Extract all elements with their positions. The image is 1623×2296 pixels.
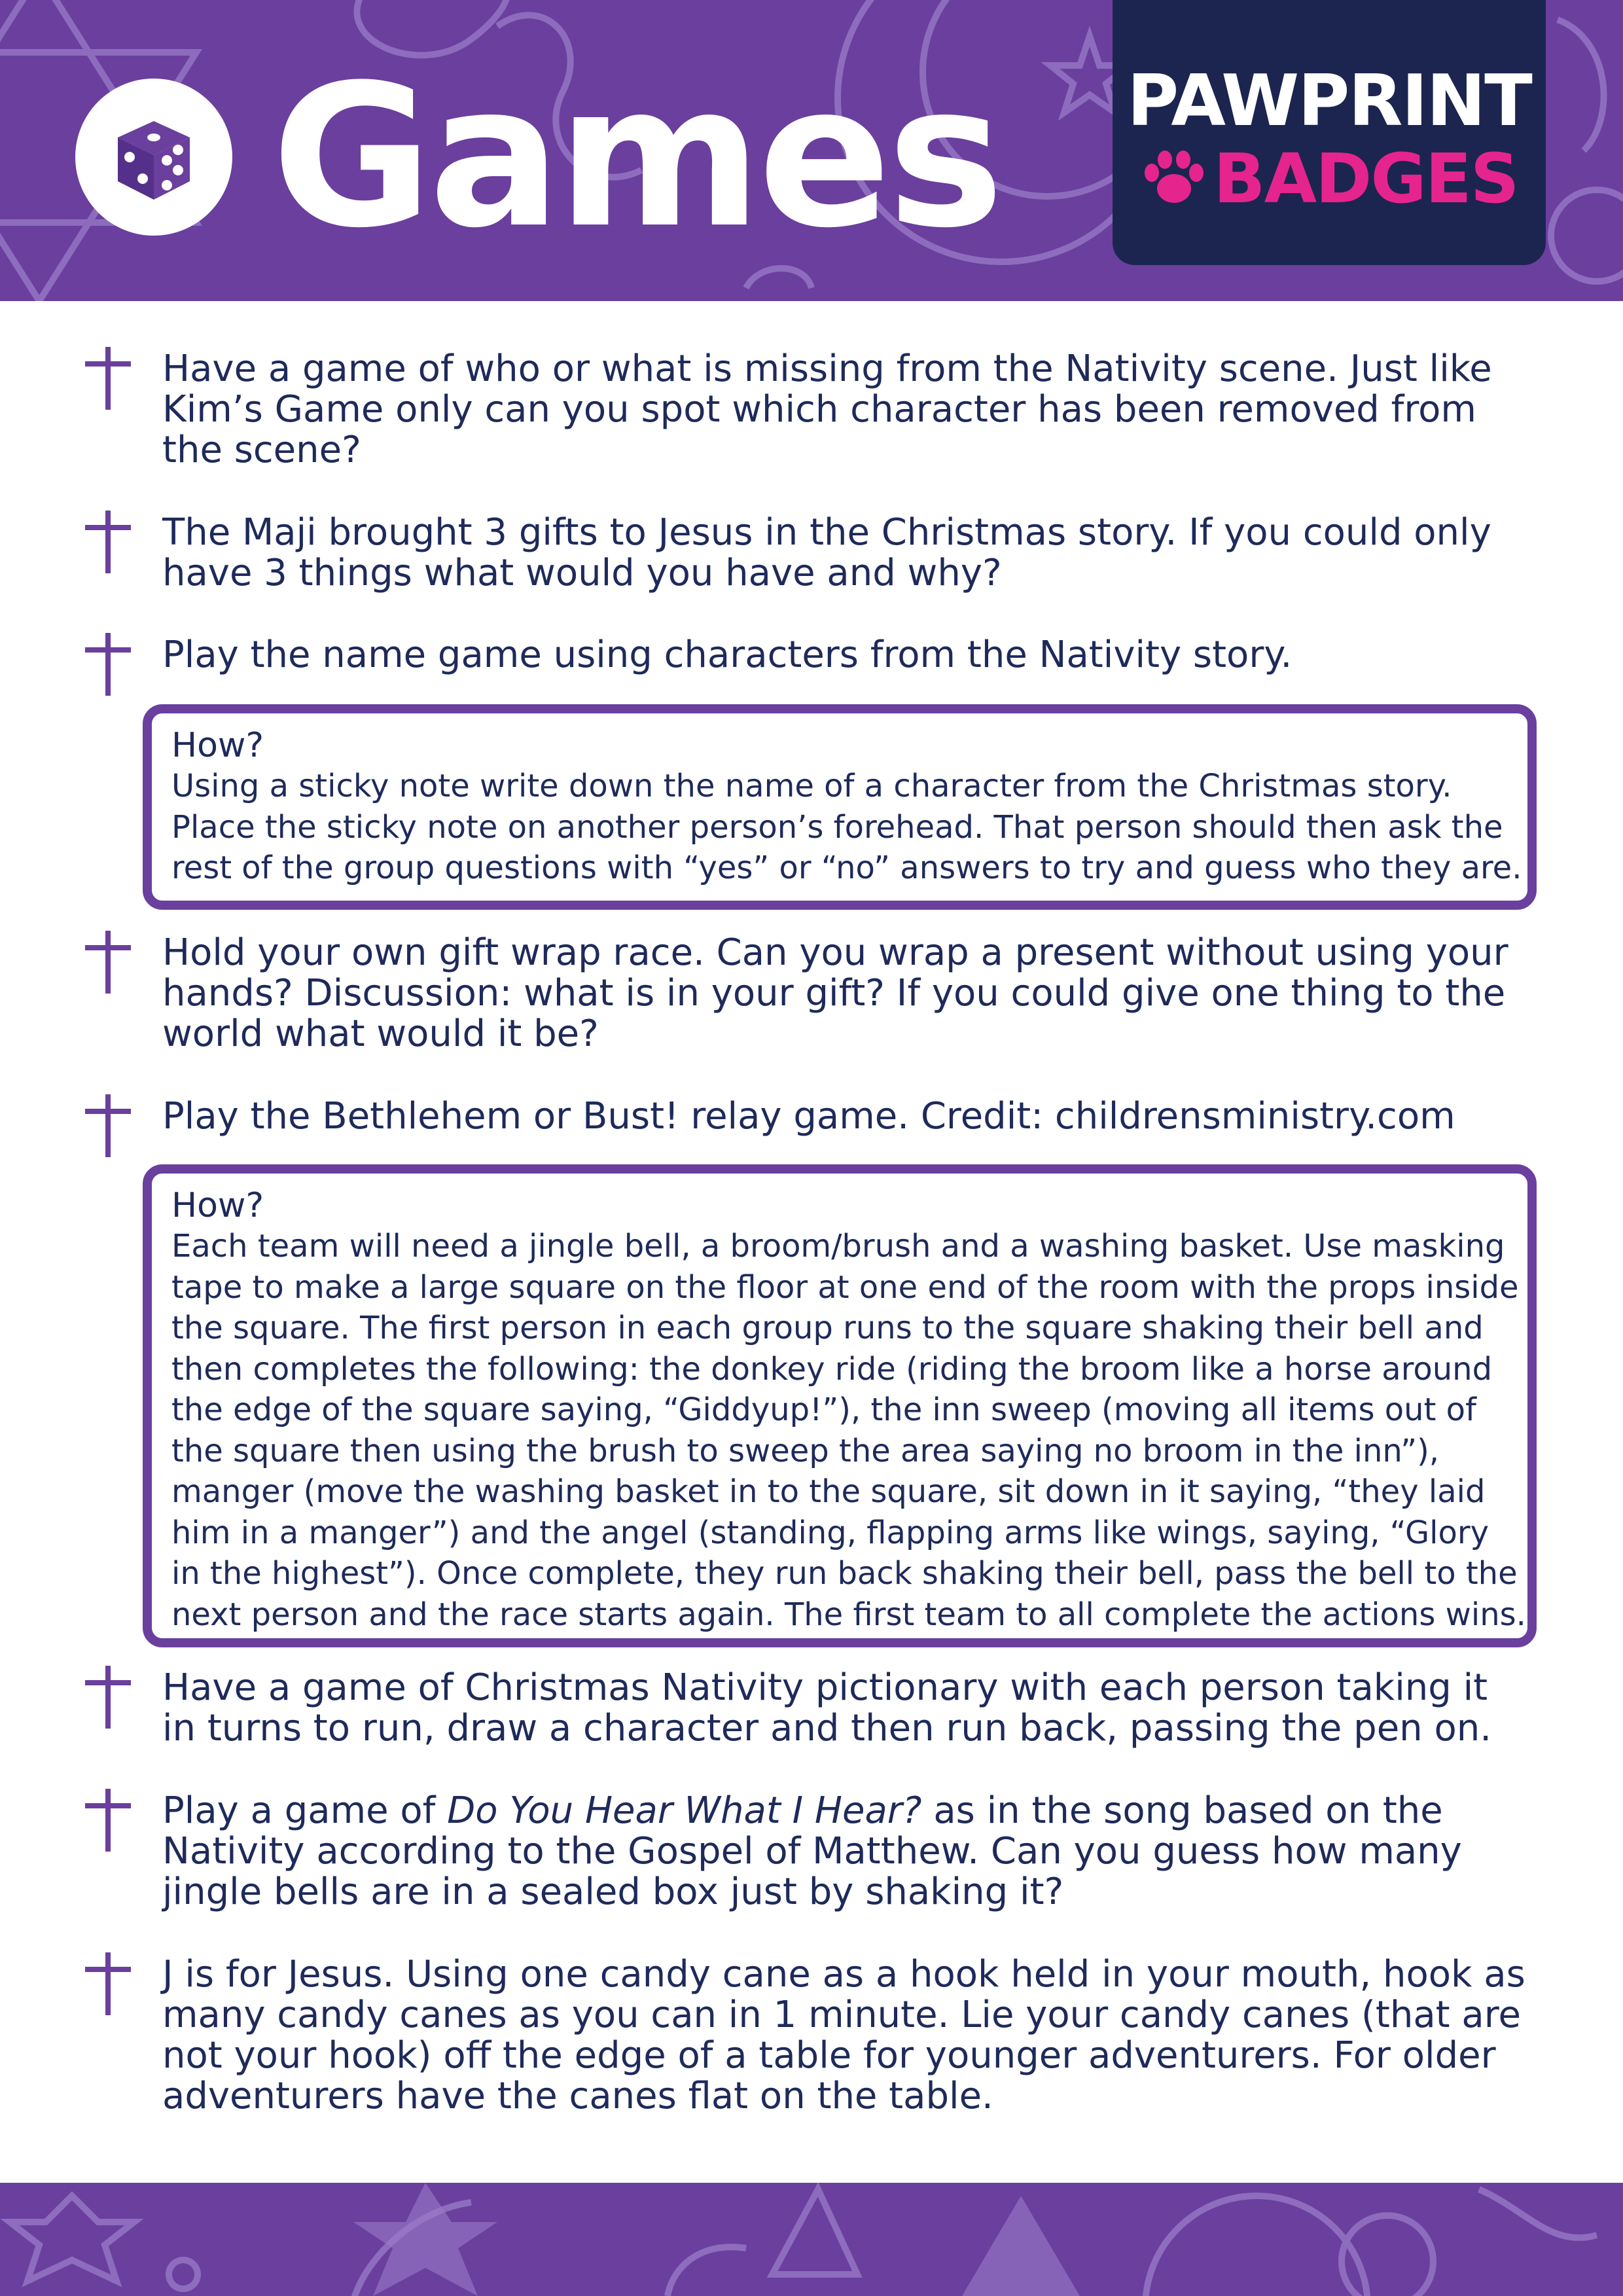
page-title: Games	[272, 43, 1001, 271]
dice-icon-circle	[75, 79, 232, 236]
how-text: Using a sticky note write down the name of a character from the Christmas story. Place the sticky note on another person’s forehead. That person should then ask the rest of the group questions with “yes” or “no” answers to try and guess who they are.	[171, 768, 1522, 886]
header-banner	[0, 0, 1623, 301]
list-item-text: Have a game of who or what is missing from the Nativity scene. Just like Kim’s Game only can you spot which character has been removed from the scene?	[162, 348, 1492, 471]
how-heading: How?	[171, 726, 264, 765]
dice-icon	[105, 108, 203, 206]
list-item-text: J is for Jesus. Using one candy cane as a hook held in your mouth, hook as many candy canes as you can in 1 minute. Lie your candy canes (that are not your hook) off the edge of a table for younger adventurers. For older adventurers have the canes flat on the table.	[162, 1953, 1525, 2117]
how-text: Each team will need a jingle bell, a broom/brush and a washing basket. Use masking tape to make a large square on the floor at one end of the room with the props inside the square. The first person in each group runs to the square shaking their bell and then completes the following: the donkey ride (riding the broom like a horse around the edge of the square saying, “Giddyup!”), the inn sweep (moving all items out of the square then using the brush to sweep the area saying no broom in the inn”), manger (move the washing basket in to the square, sit down in it saying, “they laid him in a manger”) and the angel (standing, flapping arms like wings, saying, “Glory in the highest”). Once complete, they run back shaking their bell, pass the bell to the next person and the race starts again. The first team to all complete the actions wins.	[171, 1228, 1526, 1633]
cross-icon	[85, 931, 131, 994]
list-item-text: Play the Bethlehem or Bust! relay game. Credit: childrensministry.com	[162, 1095, 1455, 1138]
cross-icon	[85, 511, 131, 573]
list-item-text: Hold your own gift wrap race. Can you wrap a present without using your hands? Discussion: what is in your gift? If you could give one thing to the world what would it be?	[162, 931, 1508, 1055]
brand-name-line2-wrapper	[1113, 141, 1546, 217]
brand-name-line2: BADGES	[1213, 139, 1518, 219]
list-item-text-part: Play a game of	[162, 1789, 448, 1832]
how-box	[143, 1164, 1537, 1647]
paw-icon	[1140, 149, 1205, 208]
list-item-text: The Maji brought 3 gifts to Jesus in the Christmas story. If you could only have 3 things what would you have and why?	[162, 511, 1491, 594]
brand-logo	[1113, 0, 1546, 265]
song-title: Do You Hear What I Hear?	[447, 1789, 922, 1832]
cross-icon	[85, 347, 131, 410]
list-item-text-part: as in the song based on the Nativity according to the Gospel of Matthew. Can you guess how many jingle bells are in a sealed box just by shaking it?	[162, 1789, 1462, 1913]
footer-decoration	[0, 2183, 1623, 2296]
cross-icon	[85, 1952, 131, 2015]
cross-icon	[85, 1789, 131, 1852]
how-heading: How?	[171, 1186, 264, 1225]
footer-banner	[0, 2183, 1623, 2296]
cross-icon	[85, 1094, 131, 1157]
list-item-text: Have a game of Christmas Nativity pictionary with each person taking it in turns to run, draw a character and then run back, passing the pen on.	[162, 1666, 1492, 1749]
list-item-text: Play the name game using characters from the Nativity story.	[162, 634, 1293, 676]
brand-name-line1: PAWPRINT	[1127, 60, 1531, 142]
list-item-text	[162, 1791, 1530, 1912]
how-box	[143, 704, 1537, 910]
cross-icon	[85, 633, 131, 696]
cross-icon	[85, 1666, 131, 1729]
